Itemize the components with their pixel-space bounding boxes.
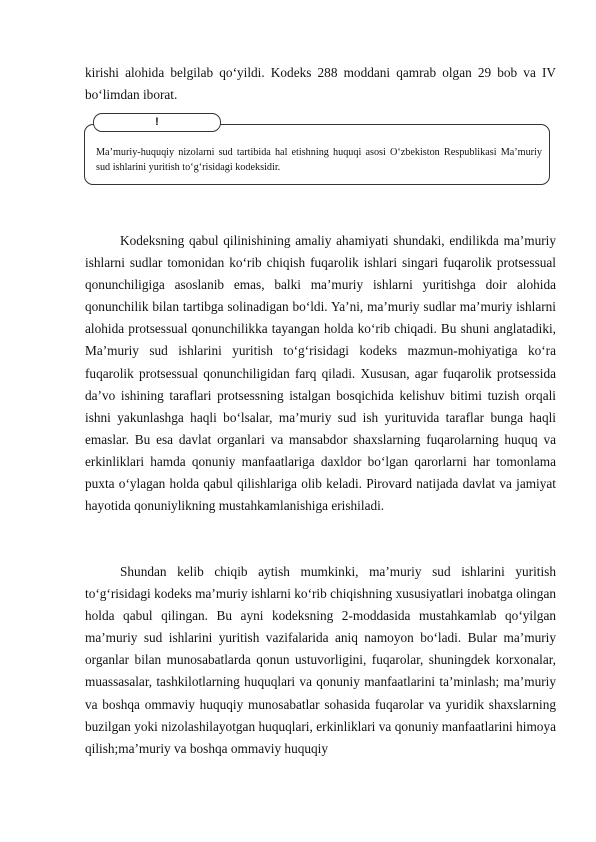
intro-paragraph: kirishi alohida belgilab qo‘yildi. Kodeks 288 moddani qamrab olgan 29 bob va IV bo‘limdan iborat. — [85, 65, 556, 103]
body-paragraph-2: Shundan kelib chiqib aytish mumkinki, ma’muriy sud ishlarini yuritish to‘g‘risidagi kodeks ma’muriy ishlarni ko‘rib chiqishning xususiyatlari inobatga olingan holda qabul qilingan. Bu ayni kodeksning 2-moddasida mustahkamlab qo‘yilgan ma’muriy sud ishlarini yuritish vazifalarida aniq namoyon bo‘ladi. Bular ma’muriy organlar bilan munosabatlarda qonun ustuvorligini, fuqarolar, shuningdek korxonalar, muassasalar, tashkilotlarning huquqlari va qonuniy manfaatlarini ta’minlash; ma’muriy va boshqa ommaviy huquqiy munosabatlar sohasida fuqarolar va yuridik shaxslarning buzilgan yoki nizolashilayotgan huquqlari, erkinliklari va qonuniy manfaatlarini himoya qilish;ma’muriy va boshqa ommaviy huquqiy — [85, 564, 556, 756]
exclamation-icon: ! — [155, 116, 159, 128]
note-marker-tab — [93, 113, 221, 132]
note-text: Ma’muriy-huquqiy nizolarni sud tartibida hal etishning huquqi asosi O‘zbekiston Respublikasi Ma’muriy sud ishlarini yuritish to‘g‘risidagi kodeksidir. — [96, 147, 542, 173]
body-paragraph-1: Kodeksning qabul qilinishining amaliy ahamiyati shundaki, endilikda ma’muriy ishlarni sudlar tomonidan ko‘rib chiqish fuqarolik ishlari singari fuqarolik protsessual qonunchiligiga asoslanib emas, balki ma’muriy ishlarni yuritishga doir alohida qonunchilik bilan tartibga solinadigan bo‘ldi. Ya’ni, ma’muriy sudlar ma’muriy ishlarni alohida protsessual qonunchilikka tayangan holda ko‘rib chiqadi. Bu shuni anglatadiki, Ma’muriy sud ishlarini yuritish to‘g‘risidagi kodeks mazmun-mohiyatiga ko‘ra fuqarolik protsessual qonunchiligidan farq qiladi. Xususan, agar fuqarolik protsessida da’vo ishining taraflari protsessning istalgan bosqichida kelishuv bitimi tuzish orqali ishni yakunlashga haqli bo‘lsalar, ma’muriy sud ish yurituvida taraflar bunga haqli emaslar. Bu esa davlat organlari va mansabdor shaxslarning fuqarolarning huquq va erkinliklari hamda qonuniy manfaatlariga daxldor bo‘lgan qarorlarni har tomonlama puxta o‘ylagan holda qabul qilishlariga olib keladi. Pirovard natijada davlat va jamiyat hayotida qonuniylikning mustahkamlanishiga erishiladi. — [85, 233, 556, 514]
